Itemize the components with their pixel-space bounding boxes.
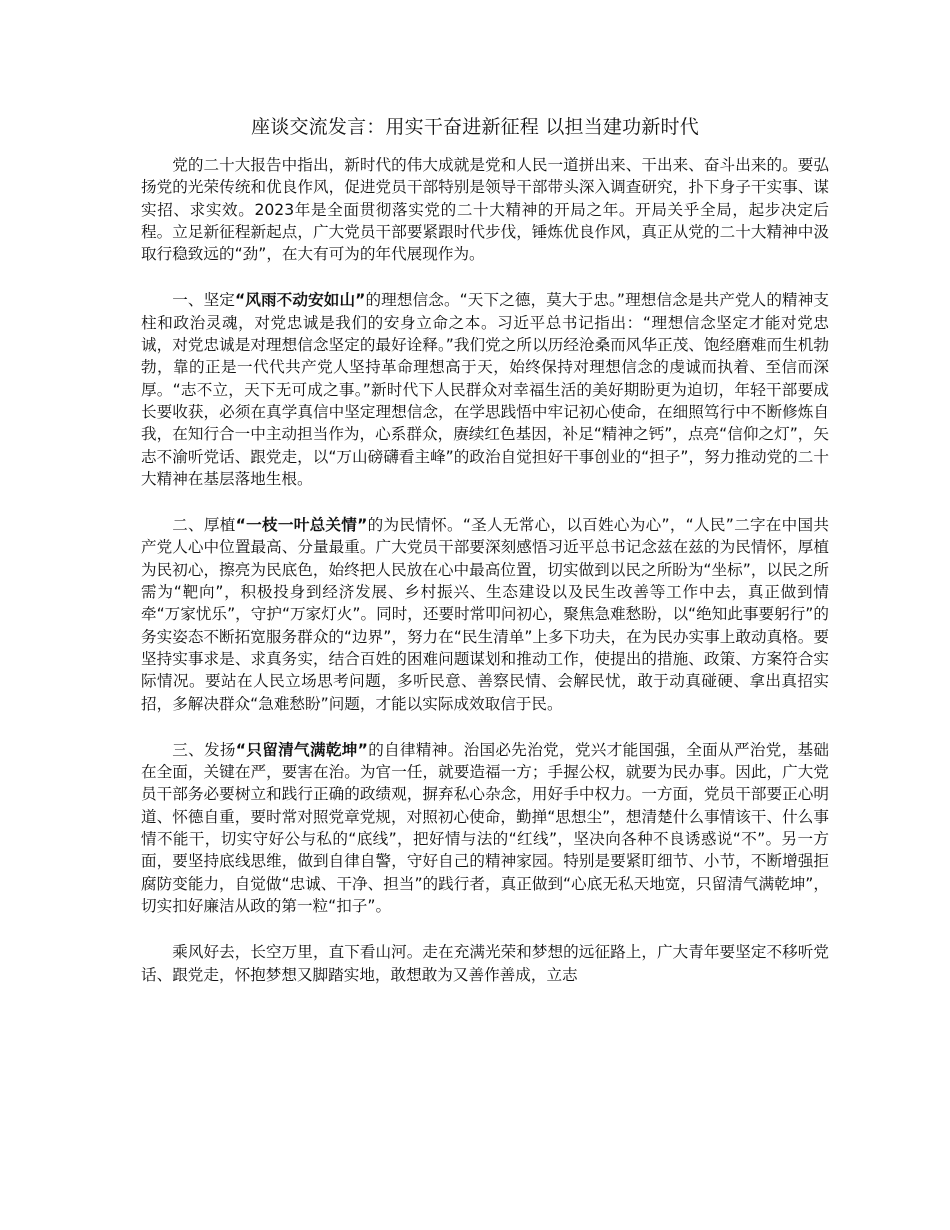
paragraph-conclusion-text: 乘风好去，长空万里，直下看山河。走在充满光荣和梦想的远征路上，广大青年要坚定不移听党话、跟党走，怀抱梦想又脚踏实地，敢想敢为又善作善成，立志 [141, 943, 829, 984]
section-3-heading: “只留清气满乾坤” [235, 740, 368, 759]
paragraph-section-1 [141, 289, 829, 490]
document-title: 座谈交流发言：用实干奋进新征程 以担当建功新时代 [251, 116, 699, 138]
paragraph-section-2 [141, 514, 829, 715]
section-1-number: 一、坚定 [172, 291, 235, 310]
paragraph-conclusion [141, 941, 829, 986]
document-body [141, 154, 829, 1010]
section-3-number: 三、发扬 [172, 740, 236, 759]
section-2-text: 的为民情怀。“圣人无常心，以百姓心为心”，“人民”二字在中国共产党人心中位置最高、分量最重。广大党员干部要深刻感悟习近平总书记念兹在兹的为民情怀，厚植为民初心，擦亮为民底色，始终把人民放在心中最高位置，切实做到以民之所盼为“坐标”，以民之所需为“靶向”，积极投身到经济发展、乡村振兴、生态建设以及民生改善等工作中去，真正做到情牵“万家忧乐”，守护“万家灯火”。同时，还要时常叩问初心，聚焦急难愁盼，以“绝知此事要躬行”的务实姿态不断拓宽服务群众的“边界”，努力在“民生清单”上多下功夫，在为民办实事上敢动真格。要坚持实事求是、求真务实，结合百姓的困难问题谋划和推动工作，使提出的措施、政策、方案符合实际情况。要站在人民立场思考问题，多听民意、善察民情、会解民忧，敢于动真碰硬、拿出真招实招，多解决群众“急难愁盼”问题，才能以实际成效取信于民。 [141, 516, 829, 713]
section-2-number: 二、厚植 [172, 516, 236, 535]
paragraph-section-3 [141, 739, 829, 917]
section-3-text: 的自律精神。治国必先治党，党兴才能国强，全面从严治党，基础在全面，关键在严，要害在治。为官一任，就要造福一方；手握公权，就要为民办事。因此，广大党员干部务必要树立和践行正确的政绩观，摒弃私心杂念，用好手中权力。一方面，党员干部要正心明道、怀德自重，要时常对照党章党规，对照初心使命，勤掸“思想尘”，想清楚什么事情该干、什么事情不能干，切实守好公与私的“底线”，把好情与法的“红线”，坚决向各种不良诱惑说“不”。另一方面，要坚持底线思维，做到自律自警，守好自己的精神家园。特别是要紧盯细节、小节，不断增强拒腐防变能力，自觉做“忠诚、干净、担当”的践行者，真正做到“心底无私天地宽，只留清气满乾坤”，切实扣好廉洁从政的第一粒“扣子”。 [141, 740, 829, 915]
section-2-heading: “一枝一叶总关情” [235, 516, 368, 535]
paragraph-intro [141, 154, 829, 265]
section-1-heading: “风雨不动安如山” [234, 291, 366, 310]
section-1-text: 的理想信念。“天下之德，莫大于忠。”理想信念是共产党人的精神支柱和政治灵魂，对党忠诚是我们的安身立命之本。习近平总书记指出：“理想信念坚定才能对党忠诚，对党忠诚是对理想信念坚定的最好诠释。”我们党之所以历经沧桑而风华正茂、饱经磨难而生机勃勃，靠的正是一代代共产党人坚持革命理想高于天，始终保持对理想信念的虔诚而执着、至信而深厚。“志不立，天下无可成之事。”新时代下人民群众对幸福生活的美好期盼更为迫切，年轻干部要成长要收获，必须在真学真信中坚定理想信念，在学思践悟中牢记初心使命，在细照笃行中不断修炼自我，在知行合一中主动担当作为，心系群众，赓续红色基因，补足“精神之钙”，点亮“信仰之灯”，矢志不渝听党话、跟党走，以“万山磅礴看主峰”的政治自觉担好干事创业的“担子”，努力推动党的二十大精神在基层落地生根。 [141, 291, 829, 488]
paragraph-intro-text: 党的二十大报告中指出，新时代的伟大成就是党和人民一道拼出来、干出来、奋斗出来的。要弘扬党的光荣传统和优良作风，促进党员干部特别是领导干部带头深入调查研究，扑下身子干实事、谋实招、求实效。2023年是全面贯彻落实党的二十大精神的开局之年。开局关乎全局，起步决定后程。立足新征程新起点，广大党员干部要紧跟时代步伐，锤炼优良作风，真正从党的二十大精神中汲取行稳致远的“劲”，在大有可为的年代展现作为。 [141, 156, 829, 264]
